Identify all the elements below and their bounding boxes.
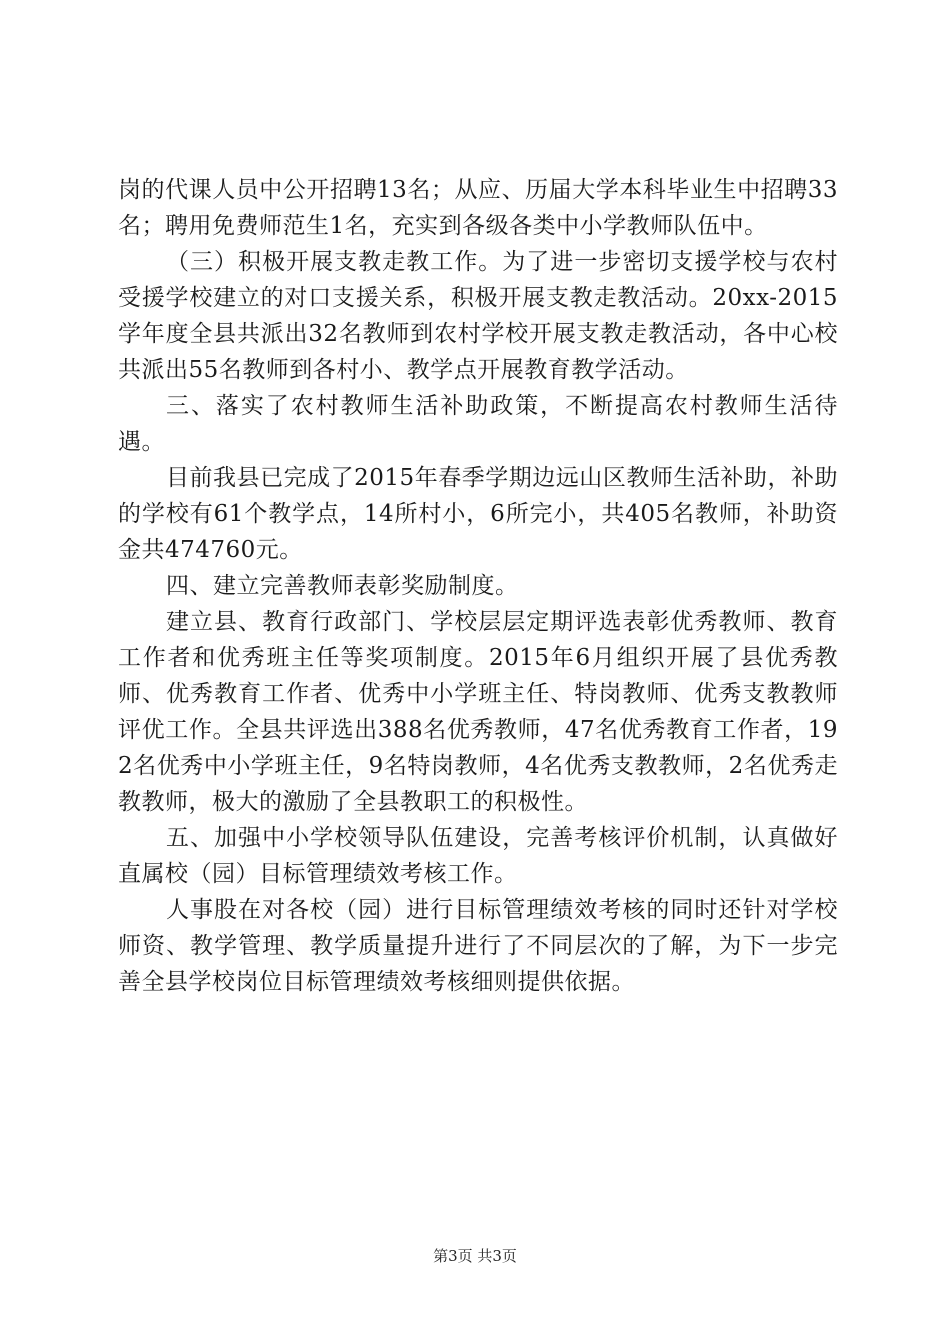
paragraph-1: 岗的代课人员中公开招聘13名；从应、历届大学本科毕业生中招聘33名；聘用免费师范生1名，充实到各级各类中小学教师队伍中。 xyxy=(118,177,838,239)
paragraph-2: （三）积极开展支教走教工作。为了进一步密切支援学校与农村受援学校建立的对口支援关系，积极开展支教走教活动。20xx-2015学年度全县共派出32名教师到农村学校开展支教走教活动，各中心校共派出55名教师到各村小、教学点开展教育教学活动。 xyxy=(118,249,838,383)
document-body xyxy=(118,172,838,1000)
page-footer: 第3页 共3页 xyxy=(433,1247,517,1265)
paragraph-4: 目前我县已完成了2015年春季学期边远山区教师生活补助，补助的学校有61个教学点，14所村小，6所完小，共405名教师，补助资金共474760元。 xyxy=(118,465,838,563)
section-heading-5: 五、加强中小学校领导队伍建设，完善考核评价机制，认真做好直属校（园）目标管理绩效考核工作。 xyxy=(118,825,838,887)
section-heading-4: 四、建立完善教师表彰奖励制度。 xyxy=(166,573,519,599)
section-heading-3: 三、落实了农村教师生活补助政策，不断提高农村教师生活待遇。 xyxy=(118,393,838,455)
paragraph-6: 建立县、教育行政部门、学校层层定期评选表彰优秀教师、教育工作者和优秀班主任等奖项制度。2015年6月组织开展了县优秀教师、优秀教育工作者、优秀中小学班主任、特岗教师、优秀支教教师评优工作。全县共评选出388名优秀教师，47名优秀教育工作者，192名优秀中小学班主任，9名特岗教师，4名优秀支教教师，2名优秀走教教师，极大的激励了全县教职工的积极性。 xyxy=(118,609,838,815)
paragraph-8: 人事股在对各校（园）进行目标管理绩效考核的同时还针对学校师资、教学管理、教学质量提升进行了不同层次的了解，为下一步完善全县学校岗位目标管理绩效考核细则提供依据。 xyxy=(118,897,838,995)
